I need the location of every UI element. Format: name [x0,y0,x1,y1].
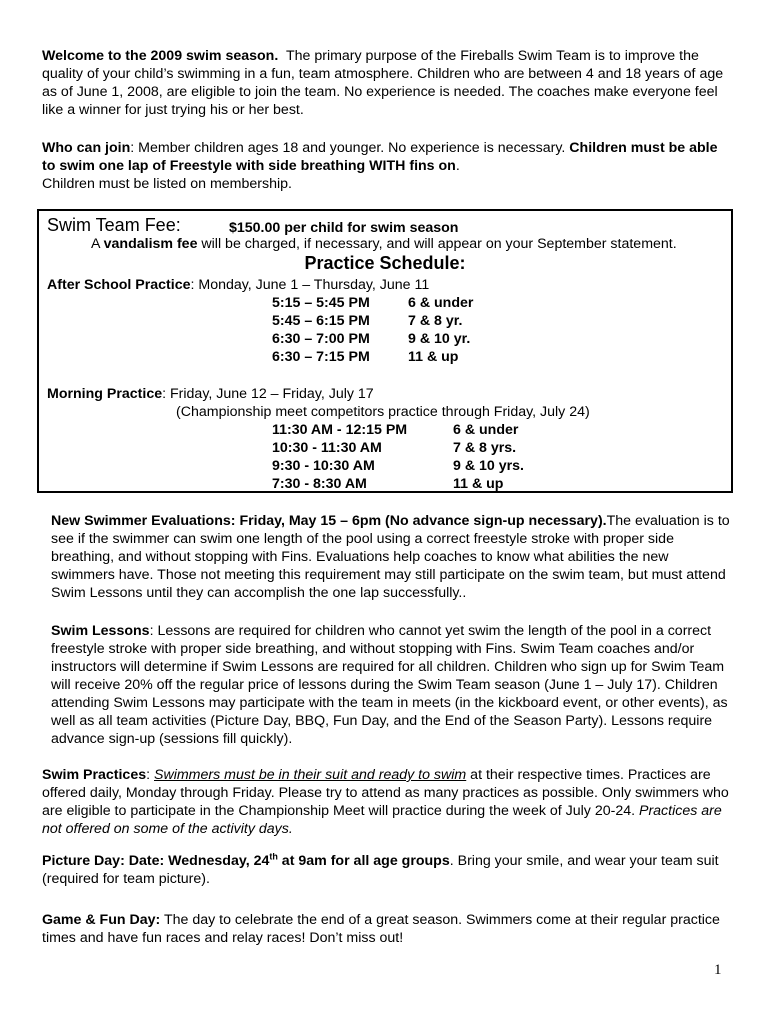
vandalism-text: will be charged, if necessary, and will appear on your September statement. [197,236,677,252]
fee-amount: $150.00 per child for swim season [229,220,459,236]
picture-day-text: . Bring your smile, and wear your team suit (required for team picture). [42,853,719,887]
after-school-dates: : Monday, June 1 – Thursday, June 11 [190,277,430,293]
who-can-join-period: . [455,158,460,174]
practices-paragraph [42,766,732,838]
morning-dates: : Friday, June 12 – Friday, July 17 [162,386,374,402]
morning-group: 7 & 8 yrs. [453,440,517,456]
morning-time: 10:30 - 11:30 AM [272,440,382,456]
morning-group: 9 & 10 yrs. [453,458,524,474]
fun-day-label: Game & Fun Day: [42,912,161,928]
picture-day-sup: th [269,851,278,862]
after-school-time: 5:45 – 6:15 PM [272,313,370,329]
fun-day-text: The day to celebrate the end of a great season. Swimmers come at their regular practice times and have fun races and relay races! Don’t miss out! [42,912,720,946]
after-school-time: 6:30 – 7:00 PM [272,331,370,347]
after-school-group: 11 & up [408,349,459,365]
membership-note: Children must be listed on membership. [42,176,292,192]
who-can-join-label: Who can join [42,140,131,156]
morning-time: 7:30 - 8:30 AM [272,476,367,492]
picture-day-time: at 9am for all age groups [277,853,450,869]
fee-schedule-box [37,209,733,493]
fee-row [47,216,727,236]
picture-day-date: : Date: Wednesday, 24 [120,853,270,869]
after-school-group: 6 & under [408,295,474,311]
lessons-text: : Lessons are required for children who cannot yet swim the length of the pool in a correct freestyle stroke with proper side breathing, and without stopping with Fins. Swim Team coaches and/or instructors will determine if Swim Lessons are required for all children. Children who sign up for Swim Team will receive 20% off the regular price of lessons during the Swim Team season (June 1 – July 17). Children attending Swim Lessons may participate with the team in meets (in the kickboard event, or other events), as well as all team activities (Picture Day, BBQ, Fun Day, and the End of the Season Party). Lessons require advance sign-up (sessions fill quickly). [51,623,728,747]
picture-day-label: Picture Day [42,853,121,869]
lessons-label: Swim Lessons [51,623,150,639]
intro-lead: Welcome to the 2009 swim season. [42,48,279,64]
practices-text: at their respective times. Practices are offered daily, Monday through Friday. Please try to attend as many practices as possible. Only swimmers who are eligible to participate in the Championship Meet will practice during the week of July 20-24. [42,767,729,819]
championship-note: (Championship meet competitors practice through Friday, July 24) [176,404,590,420]
fee-label: Swim Team Fee: [47,215,181,235]
practice-schedule-title: Practice Schedule: [304,253,466,273]
practices-label: Swim Practices [42,767,147,783]
page-number: 1 [714,962,722,978]
morning-time: 11:30 AM - 12:15 PM [272,422,408,438]
morning-group: 6 & under [453,422,519,438]
vandalism-note [91,235,731,253]
evaluations-label: New Swimmer Evaluations [51,513,231,529]
morning-time: 9:30 - 10:30 AM [272,458,375,474]
morning-label: Morning Practice [47,386,163,402]
who-can-join-paragraph [42,139,732,193]
after-school-group: 7 & 8 yr. [408,313,463,329]
intro-paragraph [42,47,732,119]
evaluations-text: The evaluation is to see if the swimmer can swim one length of the pool using a correct freestyle stroke with proper side breathing, and without stopping with Fins. Evaluations help coaches to know what abilities the new swimmers have. Those not meeting this requirement may still participate on the swim team, but must attend Swim Lessons until they can accomplish the one lap successfully.. [51,513,730,601]
morning-group: 11 & up [453,476,504,492]
who-can-join-text: : Member children ages 18 and younger. No experience is necessary. [130,140,566,156]
vandalism-fee-label: vandalism fee [103,236,198,252]
vandalism-prefix: A [91,236,104,252]
after-school-heading [47,276,429,294]
evaluations-paragraph [51,512,731,602]
evaluations-date: : Friday, May 15 – 6pm (No advance sign-up necessary). [230,513,607,529]
morning-heading [47,385,374,403]
after-school-label: After School Practice [47,277,191,293]
intro-text: The primary purpose of the Fireballs Swim Team is to improve the quality of your child’s swimming in a fun, team atmosphere. Children who are between 4 and 18 years of age as of June 1, 2008, are eligible to join the team. No experience is needed. The coaches make everyone feel like a winner for just trying his or her best. [42,48,724,118]
after-school-time: 6:30 – 7:15 PM [272,349,370,365]
practices-italic-note: Practices are not offered on some of the activity days. [42,803,722,837]
who-can-join-requirement: Children must be able to swim one lap of Freestyle with side breathing WITH fins on [42,140,718,174]
practices-underlined: Swimmers must be in their suit and ready to swim [154,767,467,783]
picture-day-paragraph [42,852,732,888]
after-school-time: 5:15 – 5:45 PM [272,295,370,311]
after-school-group: 9 & 10 yr. [408,331,471,347]
fun-day-paragraph [42,911,732,947]
practices-colon: : [146,767,154,783]
lessons-paragraph [51,622,731,748]
